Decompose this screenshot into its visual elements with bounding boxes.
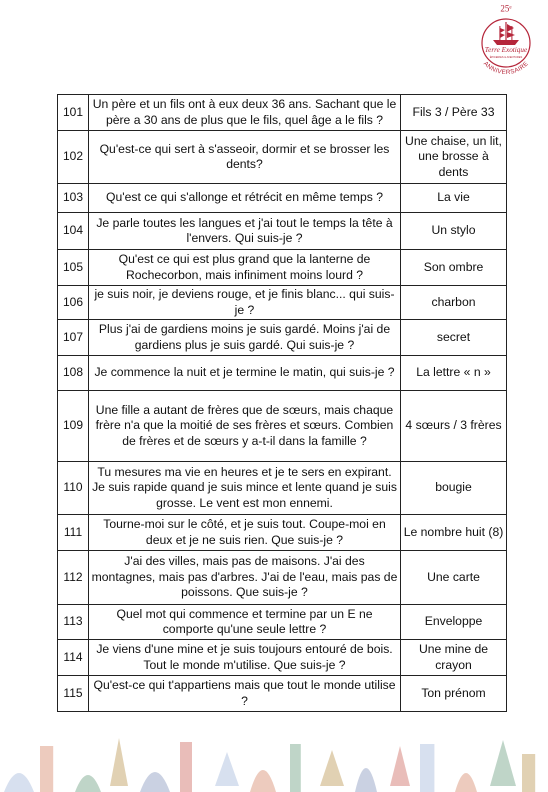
tree-shape (110, 738, 128, 786)
riddle-number: 114 (58, 640, 89, 676)
riddle-row (58, 640, 507, 676)
riddle-row (58, 515, 507, 551)
riddles-table-body (58, 95, 507, 712)
riddle-question: Une fille a autant de frères que de sœurs, mais chaque frère n'a que la moitié de ses frères et sœurs. Combien de frères et de sœurs y a-t-il dans la famille ? (89, 391, 401, 462)
tower-shape (180, 742, 192, 792)
riddle-number: 109 (58, 391, 89, 462)
hill-shape (455, 773, 477, 792)
tower-shape (290, 744, 301, 792)
tree-shape (320, 750, 344, 786)
riddle-answer: Son ombre (401, 250, 507, 286)
riddle-question: Qu'est-ce qui sert à s'asseoir, dormir et se brosser les dents? (89, 131, 401, 184)
riddle-question: Qu'est ce qui est plus grand que la lanterne de Rochecorbon, mais infiniment moins lourd ? (89, 250, 401, 286)
riddle-answer: Enveloppe (401, 605, 507, 640)
riddle-row (58, 551, 507, 605)
riddle-answer: charbon (401, 286, 507, 320)
riddle-number: 113 (58, 605, 89, 640)
riddle-row (58, 356, 507, 391)
riddle-number: 106 (58, 286, 89, 320)
riddle-question: Qu'est-ce qui t'appartiens mais que tout le monde utilise ? (89, 676, 401, 712)
riddle-question: Tourne-moi sur le côté, et je suis tout. Coupe-moi en deux et je ne suis rien. Que suis-je ? (89, 515, 401, 551)
riddle-question: Un père et un fils ont à eux deux 36 ans. Sachant que le père a 30 ans de plus que le fils, quel âge a le fils ? (89, 95, 401, 131)
riddle-number: 111 (58, 515, 89, 551)
riddle-answer: secret (401, 320, 507, 356)
tower-shape (522, 754, 535, 792)
hill-shape (4, 773, 34, 792)
riddle-number: 110 (58, 462, 89, 515)
riddle-number: 107 (58, 320, 89, 356)
riddle-answer: Ton prénom (401, 676, 507, 712)
riddle-row (58, 95, 507, 131)
riddle-number: 108 (58, 356, 89, 391)
riddle-number: 101 (58, 95, 89, 131)
logo-seal (466, 2, 546, 84)
riddle-row (58, 131, 507, 184)
riddle-row (58, 676, 507, 712)
riddle-number: 112 (58, 551, 89, 605)
riddle-answer: Le nombre huit (8) (401, 515, 507, 551)
riddle-number: 105 (58, 250, 89, 286)
footer-watercolor-band (0, 726, 548, 792)
riddle-row (58, 462, 507, 515)
riddle-answer: Une carte (401, 551, 507, 605)
tree-shape (490, 740, 516, 786)
riddle-question: Tu mesures ma vie en heures et je te sers en expirant. Je suis rapide quand je suis mince et lente quand je suis grosse. Le vent est mon ennemi. (89, 462, 401, 515)
hill-shape (355, 768, 377, 792)
riddle-answer: Une mine de crayon (401, 640, 507, 676)
riddle-question: Plus j'ai de gardiens moins je suis gardé. Moins j'ai de gardiens plus je suis gardé. Qui suis-je ? (89, 320, 401, 356)
riddle-row (58, 250, 507, 286)
logo-brand-name: Terre Exotique (484, 46, 528, 54)
hill-shape (140, 772, 170, 792)
riddle-number: 103 (58, 184, 89, 213)
footer-illustration (0, 726, 548, 792)
riddle-question: Je viens d'une mine et je suis toujours entouré de bois. Tout le monde m'utilise. Que suis-je ? (89, 640, 401, 676)
riddle-row (58, 213, 507, 250)
riddle-answer: La lettre « n » (401, 356, 507, 391)
logo-ring-top: 25 (500, 3, 510, 14)
riddle-row (58, 391, 507, 462)
riddle-answer: Un stylo (401, 213, 507, 250)
riddle-number: 115 (58, 676, 89, 712)
riddle-row (58, 286, 507, 320)
hill-shape (75, 775, 101, 792)
riddle-number: 104 (58, 213, 89, 250)
tree-shape (215, 752, 239, 786)
riddle-row (58, 605, 507, 640)
tower-shape (40, 746, 53, 792)
svg-text:ANNIVERSAIRE (482, 60, 530, 76)
brand-logo (466, 2, 546, 84)
riddles-table (57, 94, 507, 712)
ship-icon (493, 22, 519, 45)
logo-ring-top-sup: e (509, 5, 512, 11)
hill-shape (250, 770, 276, 792)
logo-tagline: ÉPICERIES & AVENTURES (489, 56, 523, 59)
logo-ring-bottom: ANNIVERSAIRE (481, 60, 531, 77)
riddle-row (58, 184, 507, 213)
riddle-question: Qu'est ce qui s'allonge et rétrécit en même temps ? (89, 184, 401, 213)
tree-shape (390, 746, 410, 786)
riddle-row (58, 320, 507, 356)
riddle-answer: bougie (401, 462, 507, 515)
riddle-number: 102 (58, 131, 89, 184)
riddle-question: Je parle toutes les langues et j'ai tout le temps la tête à l'envers. Qui suis-je ? (89, 213, 401, 250)
riddle-answer: La vie (401, 184, 507, 213)
riddle-question: je suis noir, je deviens rouge, et je finis blanc... qui suis-je ? (89, 286, 401, 320)
riddle-answer: Fils 3 / Père 33 (401, 95, 507, 131)
riddle-answer: 4 sœurs / 3 frères (401, 391, 507, 462)
svg-text:25e (500, 4, 512, 14)
riddle-question: J'ai des villes, mais pas de maisons. J'ai des montagnes, mais pas d'arbres. J'ai de l'eau, mais pas de poissons. Que suis-je ? (89, 551, 401, 605)
riddle-answer: Une chaise, un lit, une brosse à dents (401, 131, 507, 184)
riddle-question: Je commence la nuit et je termine le matin, qui suis-je ? (89, 356, 401, 391)
tower-shape (420, 744, 434, 792)
riddle-question: Quel mot qui commence et termine par un E ne comporte qu'une seule lettre ? (89, 605, 401, 640)
riddles-sheet (57, 94, 506, 712)
